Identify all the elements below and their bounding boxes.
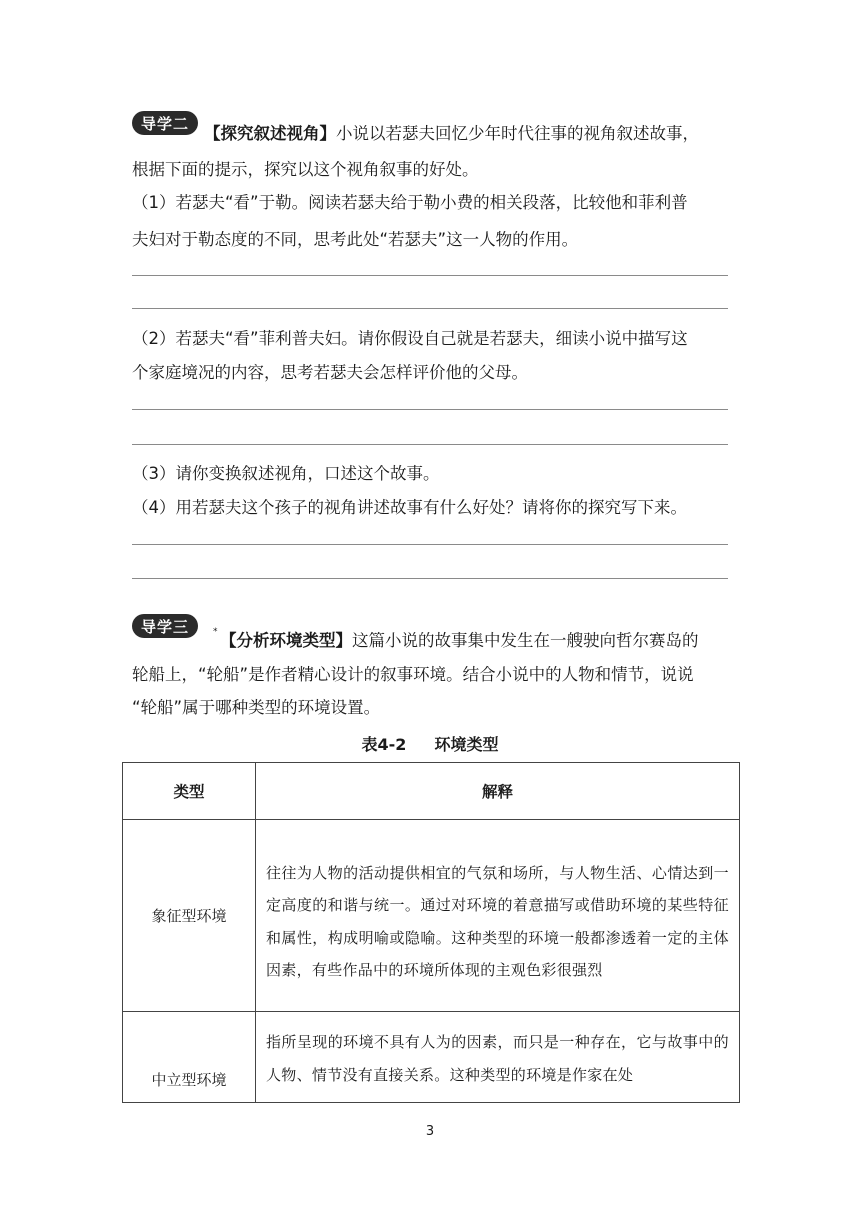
environment-type-table [122,762,740,1103]
answer-line[interactable] [132,544,728,545]
table-number: 表4-2 [361,735,407,754]
section2-intro-line2: 根据下面的提示，探究以这个视角叙事的好处。 [132,160,479,179]
type-cell: 象征型环境 [123,820,256,1012]
table-header-row [123,763,740,820]
question-3: （3）请你变换叙述视角，口述这个故事。 [132,464,440,483]
explanation-cell: 往往为人物的活动提供相宜的气氛和场所，与人物生活、心情达到一定高度的和谐与统一。通过对环境的着意描写或借助环境的某些特征和属性，构成明喻或隐喻。这种类型的环境一般都渗透着一定的主体因素，有些作品中的环境所体现的主观色彩很强烈 [256,820,740,1012]
question-1-line1: （1）若瑟夫“看”于勒。阅读若瑟夫给于勒小费的相关段落，比较他和菲利普 [132,193,688,212]
optional-mark: * [213,627,218,637]
header-explanation: 解释 [256,763,740,820]
table-title: 环境类型 [434,735,499,754]
explanation-cell: 指所呈现的环境不具有人为的因素，而只是一种存在，它与故事中的人物、情节没有直接关系。这种类型的环境是作家在处 [256,1012,740,1103]
page-number: 3 [425,1124,435,1139]
table-row [123,1012,740,1103]
section-badge-guide-2: 导学二 [132,111,198,135]
section3-line1: 这篇小说的故事集中发生在一艘驶向哲尔赛岛的 [352,631,699,650]
question-4: （4）用若瑟夫这个孩子的视角讲述故事有什么好处？请将你的探究写下来。 [132,498,687,517]
header-type: 类型 [123,763,256,820]
answer-line[interactable] [132,444,728,445]
section3-line3: “轮船”属于哪种类型的环境设置。 [132,698,381,717]
question-2-line1: （2）若瑟夫“看”菲利普夫妇。请你假设自己就是若瑟夫，细读小说中描写这 [132,329,688,348]
type-cell: 中立型环境 [123,1012,256,1103]
answer-line[interactable] [132,578,728,579]
section3-heading-line [220,627,699,651]
section2-heading-line [204,120,699,144]
section2-title: 【探究叙述视角】 [204,124,336,143]
question-2-line2: 个家庭境况的内容，思考若瑟夫会怎样评价他的父母。 [132,363,528,382]
table-caption [0,732,860,755]
question-1-line2: 夫妇对于勒态度的不同，思考此处“若瑟夫”这一人物的作用。 [132,230,579,249]
section3-title: 【分析环境类型】 [220,631,352,650]
section-badge-guide-3: 导学三 [132,614,198,638]
section2-intro-line1: 小说以若瑟夫回忆少年时代往事的视角叙述故事， [336,124,699,143]
table-row [123,820,740,1012]
answer-line[interactable] [132,308,728,309]
answer-line[interactable] [132,409,728,410]
section3-line2: 轮船上，“轮船”是作者精心设计的叙事环境。结合小说中的人物和情节，说说 [132,665,694,684]
answer-line[interactable] [132,275,728,276]
